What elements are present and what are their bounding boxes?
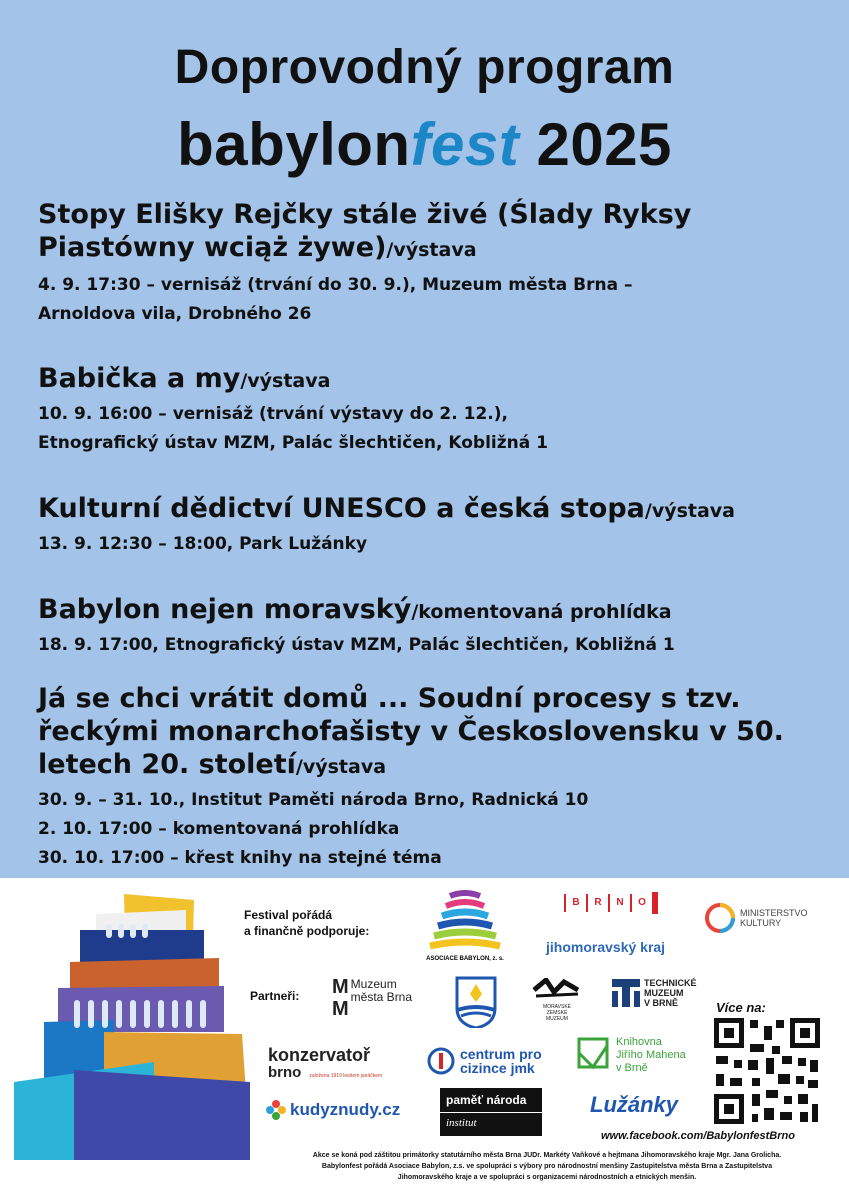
brand-babylon: babylon: [177, 111, 411, 178]
event-title: Stopy Elišky Rejčky stále živé (Ślady Ryksy Piastówny wciąż żywe)/výstava: [38, 199, 692, 263]
event-title: Kulturní dědictví UNESCO a česká stopa/výstava: [38, 493, 736, 524]
luzanky-logo: Lužánky: [590, 1092, 679, 1117]
mmb-monogram-icon: M M: [332, 976, 349, 1020]
facebook-link[interactable]: www.facebook.com/BabylonfestBrno: [601, 1130, 795, 1142]
event-1: [38, 198, 828, 329]
ministerstvo-kultury-logo: MINISTERSTVO KULTURY: [704, 902, 808, 934]
event-title: Babička a my/výstava: [38, 363, 331, 394]
knihovna-jiriho-mahena-logo: Knihovna Jiřího Mahena v Brně: [576, 1036, 686, 1075]
tower-block: [74, 1070, 250, 1160]
sponsors-label: Festival pořádá a finančně podporuje:: [244, 908, 370, 938]
more-label: Více na:: [716, 1000, 766, 1015]
technicke-muzeum-logo: TECHNICKÉ MUZEUM V BRNĚ: [612, 978, 697, 1008]
event-title: Já se chci vrátit domů ... Soudní procesy s tzv. řeckými monarchofašisty v Československu v 50. letech 20. století/výstava: [38, 683, 784, 780]
babylon-stack-icon: [420, 890, 510, 952]
event-detail: 13. 9. 12:30 – 18:00, Park Lužánky: [38, 534, 368, 554]
event-detail: 10. 9. 16:00 – vernisáž (trvání výstavy do 2. 12.),: [38, 404, 508, 424]
tm-icon: [612, 979, 640, 1007]
brand-year: 2025: [519, 111, 672, 178]
footer-note: Akce se koná pod záštitou primátorky statutárního města Brna JUDr. Markéty Vaňkové a hejtmana Jihomoravského kraje Mgr. Jana Grolicha. Babylonfest pořádá Asociace Babylon, z.s. ve spolupráci s výbory pro národnostní menšiny Zastupitelstva města Brna a Zastupitelstva Jihomoravského kraje a ve spolupráci s organizacemi národnostních a etnických menšin.: [312, 1152, 782, 1181]
mzm-brush-icon: [532, 978, 582, 1000]
event-4: [38, 593, 828, 660]
konzervator-brno-logo: konzervatoř brno založena 1919 leošem janáčkem: [268, 1045, 383, 1081]
pamet-naroda-logo: paměť národa institut: [440, 1088, 542, 1136]
event-detail: 18. 9. 17:00, Etnografický ústav MZM, Palác šlechtičen, Kobližná 1: [38, 635, 675, 655]
event-detail: 30. 9. – 31. 10., Institut Paměti národa Brno, Radnická 10: [38, 790, 589, 810]
asociace-babylon-logo: ASOCIACE BABYLON, z. s.: [420, 890, 510, 964]
event-2: [38, 362, 828, 458]
jmk-logo: jihomoravský kraj: [546, 939, 666, 955]
event-title: Babylon nejen moravský/komentovaná prohlídka: [38, 594, 672, 625]
page-title: Doprovodný program: [174, 41, 675, 94]
event-detail: 4. 9. 17:30 – vernisáž (trvání do 30. 9.), Muzeum města Brna –: [38, 275, 633, 295]
partners-label: Partneři:: [250, 989, 300, 1003]
jmk-crest-icon: [455, 976, 497, 1028]
cpc-icon: [426, 1046, 456, 1076]
qr-code[interactable]: [712, 1016, 822, 1126]
event-tag: /výstava: [386, 239, 477, 261]
event-detail: 2. 10. 17:00 – komentovaná prohlídka: [38, 819, 400, 839]
event-tag: /výstava: [644, 500, 736, 522]
muzeum-mesta-brna-logo: M M Muzeum města Brna: [332, 976, 413, 1020]
kudyznudy-logo: kudyznudy.cz: [266, 1100, 400, 1120]
event-5: [38, 682, 828, 873]
brno-bar: [652, 892, 658, 914]
event-3: [38, 492, 828, 559]
event-tag: /výstava: [295, 756, 387, 778]
kudyznudy-star-icon: [266, 1100, 286, 1120]
event-detail: 30. 10. 17:00 – křest knihy na stejné téma: [38, 848, 442, 868]
festival-title: [0, 110, 849, 179]
centrum-pro-cizince-logo: centrum pro cizince jmk: [426, 1046, 542, 1076]
mk-ring-icon: [704, 902, 736, 934]
event-tag: /komentovaná prohlídka: [411, 601, 672, 623]
babylon-tower-illustration: [14, 892, 254, 1160]
brno-logo: B R N O: [564, 894, 658, 914]
brand-fest: fest: [410, 111, 520, 178]
event-tag: /výstava: [240, 370, 331, 392]
event-detail: Arnoldova vila, Drobného 26: [38, 304, 312, 324]
kjm-book-icon: [576, 1036, 610, 1070]
event-detail: Etnografický ústav MZM, Palác šlechtičen, Kobližná 1: [38, 433, 548, 453]
moravske-zemske-muzeum-logo: MORAVSKÉ ZEMSKÉ MUZEUM: [532, 978, 582, 1022]
